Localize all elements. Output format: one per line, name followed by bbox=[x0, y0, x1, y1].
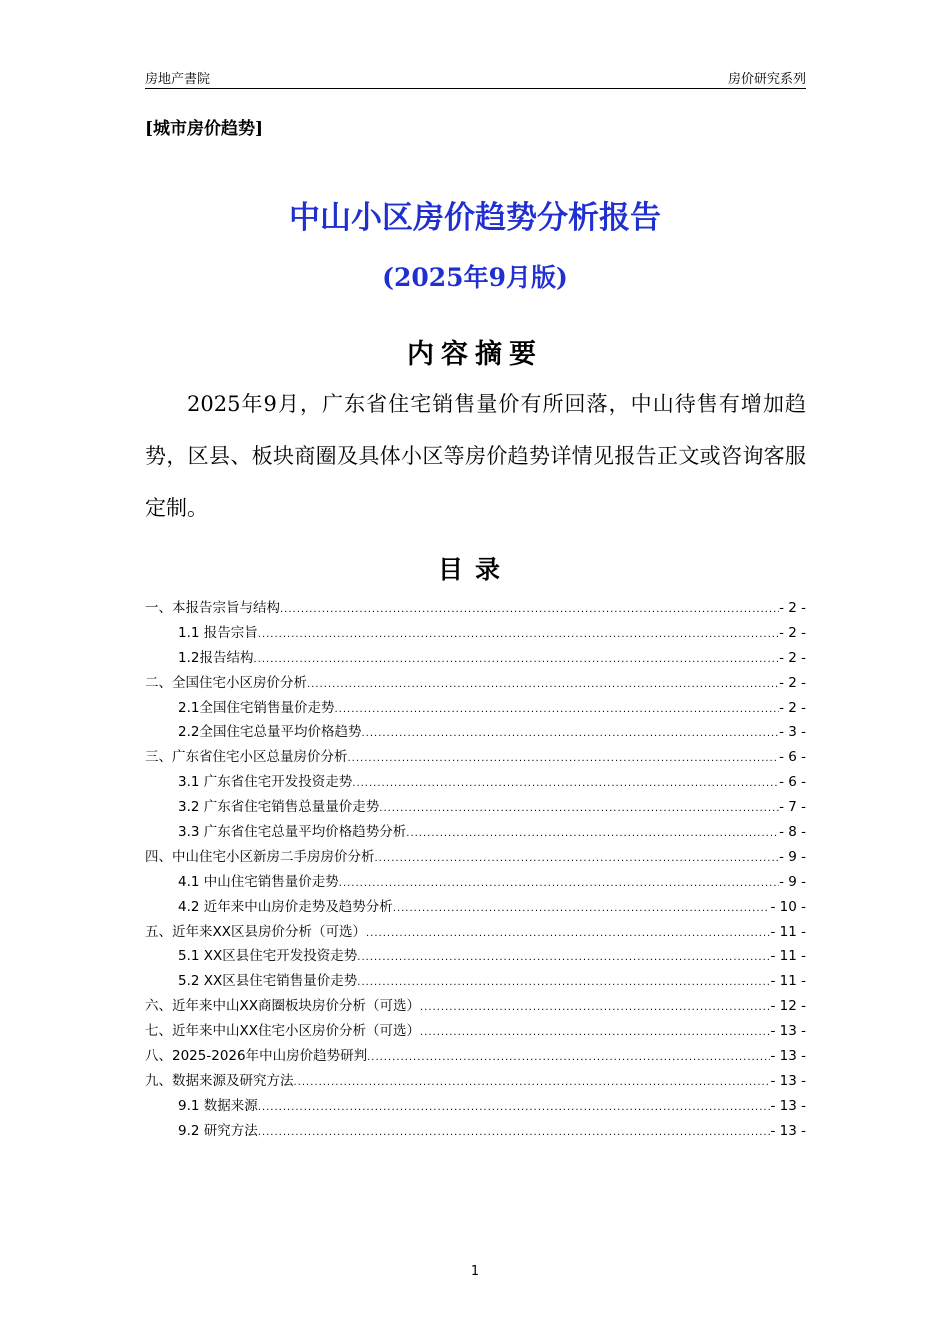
page-header bbox=[145, 66, 806, 89]
toc-entry-page: - 9 - bbox=[779, 848, 806, 865]
toc-entry[interactable] bbox=[145, 1119, 806, 1144]
toc-entry[interactable] bbox=[145, 1019, 806, 1044]
toc-entry-title: 四、中山住宅小区新房二手房房价分析 bbox=[145, 848, 375, 865]
toc-entry-title: 3.1 广东省住宅开发投资走势 bbox=[178, 774, 353, 791]
toc-leader-dots bbox=[352, 778, 779, 789]
toc-leader-dots bbox=[379, 803, 779, 814]
toc-entry-title: 4.1 中山住宅销售量价走势 bbox=[178, 873, 339, 890]
toc-leader-dots bbox=[348, 753, 780, 764]
toc-entry[interactable] bbox=[145, 920, 806, 945]
toc-entry-page: - 7 - bbox=[779, 799, 806, 816]
toc-entry-page: - 13 - bbox=[770, 1048, 806, 1065]
toc-entry-title: 9.1 数据来源 bbox=[178, 1097, 258, 1114]
toc-entry-title: 5.1 XX区县住宅开发投资走势 bbox=[178, 948, 358, 965]
toc-entry[interactable] bbox=[145, 795, 806, 820]
header-series: 房价研究系列 bbox=[727, 72, 806, 87]
toc-entry-page: - 12 - bbox=[770, 998, 806, 1015]
toc-entry-page: - 6 - bbox=[779, 774, 806, 791]
toc-entry-title: 三、广东省住宅小区总量房价分析 bbox=[145, 749, 348, 766]
toc-entry-title: 七、近年来中山XX住宅小区房价分析（可选） bbox=[145, 1023, 420, 1040]
toc-heading: 目录 bbox=[437, 555, 512, 584]
toc-entry-page: - 3 - bbox=[779, 724, 806, 741]
toc-leader-dots bbox=[366, 928, 770, 939]
toc-entry-title: 3.3 广东省住宅总量平均价格趋势分析 bbox=[178, 824, 407, 841]
toc-entry-page: - 13 - bbox=[770, 1097, 806, 1114]
toc-entry[interactable] bbox=[145, 596, 806, 621]
toc-entry[interactable] bbox=[145, 1044, 806, 1069]
category-label: [城市房价趋势] bbox=[145, 119, 264, 139]
toc-leader-dots bbox=[420, 1002, 770, 1013]
toc-leader-dots bbox=[406, 828, 779, 839]
toc-entry-title: 九、数据来源及研究方法 bbox=[145, 1072, 294, 1089]
toc-entry[interactable] bbox=[145, 1069, 806, 1094]
toc-entry[interactable] bbox=[145, 820, 806, 845]
toc-entry[interactable] bbox=[145, 696, 806, 721]
toc-leader-dots bbox=[361, 728, 779, 739]
toc-leader-dots bbox=[294, 1077, 771, 1088]
abstract-text: 2025年9月，广东省住宅销售量价有所回落，中山待售有增加趋势，区县、板块商圈及具体小区等房价趋势详情见报告正文或咨询客服定制。 bbox=[145, 392, 806, 520]
toc-entry-page: - 11 - bbox=[770, 923, 806, 940]
toc-entry-page: - 8 - bbox=[779, 824, 806, 841]
toc-entry-title: 4.2 近年来中山房价走势及趋势分析 bbox=[178, 898, 393, 915]
toc-entry-page: - 10 - bbox=[770, 898, 806, 915]
toc-entry-title: 1.2报告结构 bbox=[178, 649, 254, 666]
toc-entry-page: - 2 - bbox=[779, 674, 806, 691]
toc-entry-page: - 2 - bbox=[779, 699, 806, 716]
toc-entry[interactable] bbox=[145, 1094, 806, 1119]
toc-leader-dots bbox=[367, 1052, 770, 1063]
toc-entry-page: - 11 - bbox=[770, 973, 806, 990]
toc-leader-dots bbox=[334, 704, 779, 715]
toc-entry-title: 一、本报告宗旨与结构 bbox=[145, 600, 280, 616]
toc-entry-page: - 6 - bbox=[779, 749, 806, 766]
toc-entry-page: - 2 - bbox=[779, 624, 806, 641]
toc-entry-title: 3.2 广东省住宅销售总量量价走势 bbox=[178, 799, 380, 816]
toc-entry-page: - 13 - bbox=[770, 1023, 806, 1040]
toc-entry[interactable] bbox=[145, 969, 806, 994]
report-title: 中山小区房价趋势分析报告 bbox=[289, 200, 661, 236]
toc-entry[interactable] bbox=[145, 720, 806, 745]
abstract-heading: 内容摘要 bbox=[407, 339, 543, 370]
toc-entry-title: 2.2全国住宅总量平均价格趋势 bbox=[178, 724, 362, 741]
page-number: 1 bbox=[470, 1264, 480, 1279]
toc-entry[interactable] bbox=[145, 621, 806, 646]
toc-leader-dots bbox=[393, 903, 771, 914]
toc-entry-title: 5.2 XX区县住宅销售量价走势 bbox=[178, 973, 358, 990]
toc-leader-dots bbox=[357, 952, 770, 963]
toc-entry[interactable] bbox=[145, 895, 806, 920]
toc-entry[interactable] bbox=[145, 646, 806, 671]
toc-entry-title: 2.1全国住宅销售量价走势 bbox=[178, 699, 335, 716]
toc-leader-dots bbox=[307, 679, 779, 690]
toc-leader-dots bbox=[420, 1027, 770, 1038]
toc-entry[interactable] bbox=[145, 845, 806, 870]
toc-leader-dots bbox=[280, 604, 779, 615]
toc-entry-page: - 2 - bbox=[779, 600, 806, 616]
report-edition: (2025年9月版) bbox=[382, 263, 568, 292]
toc-entry-title: 六、近年来中山XX商圈板块房价分析（可选） bbox=[145, 998, 420, 1015]
toc-entry-title: 9.2 研究方法 bbox=[178, 1122, 258, 1139]
toc-entry[interactable] bbox=[145, 770, 806, 795]
header-publisher: 房地产書院 bbox=[145, 72, 211, 87]
toc-entry-title: 二、全国住宅小区房价分析 bbox=[145, 674, 307, 691]
toc-leader-dots bbox=[258, 629, 779, 640]
toc-entry-page: - 13 - bbox=[770, 1072, 806, 1089]
toc-entry-page: - 11 - bbox=[770, 948, 806, 965]
toc-entry[interactable] bbox=[145, 944, 806, 969]
toc-entry-title: 五、近年来XX区县房价分析（可选） bbox=[145, 923, 366, 940]
toc-leader-dots bbox=[258, 1102, 771, 1113]
toc-leader-dots bbox=[258, 1127, 771, 1138]
toc-leader-dots bbox=[253, 654, 779, 665]
toc-entry[interactable] bbox=[145, 671, 806, 696]
toc-leader-dots bbox=[357, 977, 770, 988]
toc-entry-title: 八、2025-2026年中山房价趋势研判 bbox=[145, 1048, 368, 1065]
table-of-contents bbox=[145, 596, 806, 1144]
toc-entry-page: - 9 - bbox=[779, 873, 806, 890]
toc-entry[interactable] bbox=[145, 745, 806, 770]
toc-entry-page: - 13 - bbox=[770, 1122, 806, 1139]
toc-leader-dots bbox=[339, 878, 779, 889]
toc-leader-dots bbox=[375, 853, 780, 864]
toc-entry[interactable] bbox=[145, 870, 806, 895]
toc-entry-page: - 2 - bbox=[779, 649, 806, 666]
toc-entry[interactable] bbox=[145, 994, 806, 1019]
toc-entry-title: 1.1 报告宗旨 bbox=[178, 624, 258, 641]
